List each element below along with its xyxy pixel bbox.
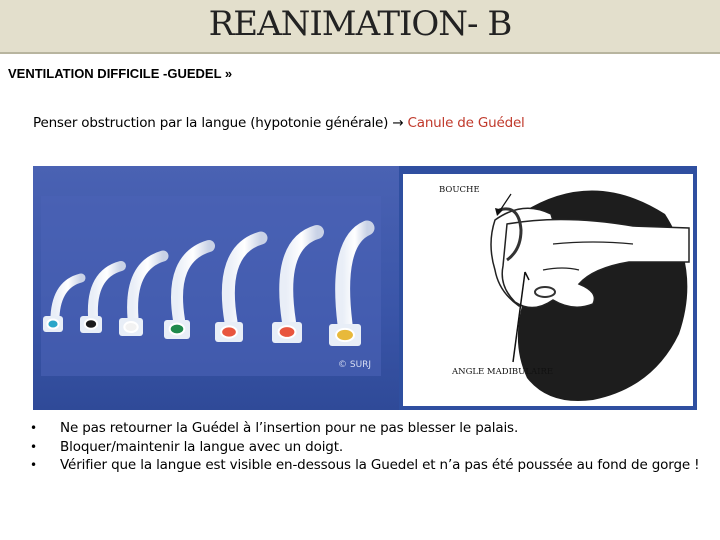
instruction-list xyxy=(28,419,699,475)
airway-sizes-illustration xyxy=(33,166,399,410)
list-item-text: Ne pas retourner la Guédel à l’insertion pour ne pas blesser le palais. xyxy=(60,420,519,436)
list-item xyxy=(28,419,699,438)
intro-highlight: Canule de Guédel xyxy=(407,115,525,131)
list-item xyxy=(28,456,699,475)
airway-tip xyxy=(170,324,185,335)
airway-tip xyxy=(279,326,296,338)
photo-watermark: © SURJ xyxy=(338,360,372,370)
slide-subtitle: VENTILATION DIFFICILE -GUEDEL » xyxy=(8,66,233,81)
bullet-icon: • xyxy=(30,421,37,435)
airway-tip xyxy=(124,322,137,332)
airway-tip xyxy=(47,320,58,329)
arrow-icon: → xyxy=(392,115,404,131)
airway-tip xyxy=(85,319,97,329)
slide-title: REANIMATION- B xyxy=(208,4,512,44)
label-bouche: BOUCHE xyxy=(439,185,480,195)
bullet-icon: • xyxy=(30,439,37,454)
airway-tip xyxy=(336,329,354,341)
list-item xyxy=(28,438,699,457)
airway-tip xyxy=(221,326,237,337)
guedel-figure xyxy=(33,166,697,410)
intro-line xyxy=(33,115,525,131)
list-item-text: Bloquer/maintenir la langue avec un doigt. xyxy=(60,438,344,455)
title-bar xyxy=(0,0,720,54)
label-angle-mandibulaire: ANGLE MADIBULAIRE xyxy=(452,367,554,377)
intro-text: Penser obstruction par la langue (hypotonie générale) xyxy=(33,115,393,131)
bullet-icon: • xyxy=(30,458,37,472)
list-item-text: Vérifier que la langue est visible en-dessous la Guedel et n’a pas été poussée au fond de gorge ! xyxy=(60,457,700,473)
airway-sizes-photo xyxy=(33,166,399,410)
